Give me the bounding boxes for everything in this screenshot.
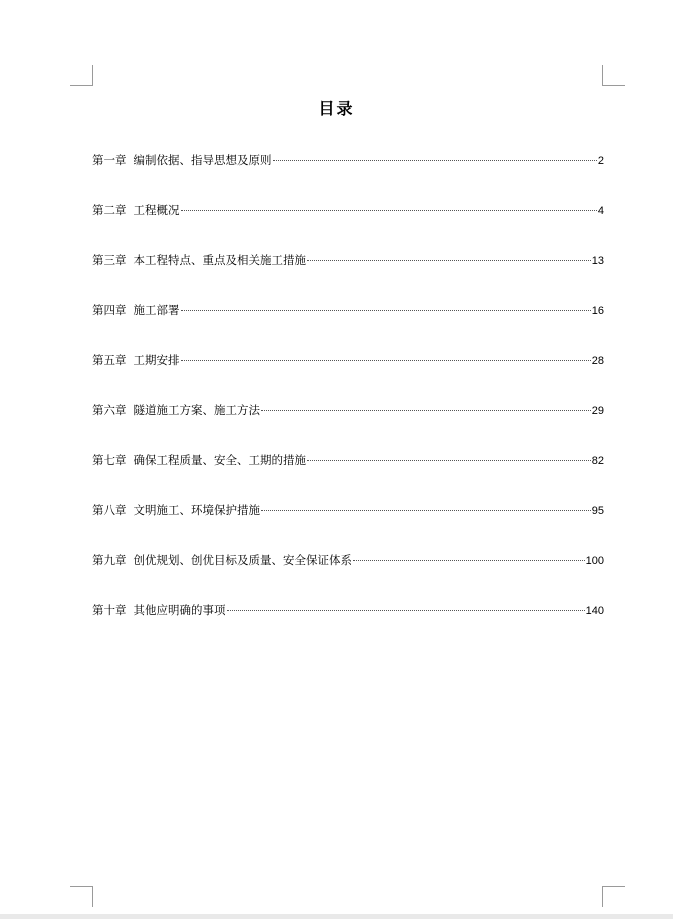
toc-page-number: 29 <box>591 405 604 417</box>
toc-chapter-number: 第五章 <box>92 353 127 367</box>
toc-dot-leader <box>353 560 585 561</box>
toc-dot-leader <box>307 460 591 461</box>
toc-dot-leader <box>273 160 597 161</box>
toc-page-number: 140 <box>585 605 604 617</box>
toc-chapter-number: 第四章 <box>92 303 127 317</box>
toc-entry-chapter-5[interactable] <box>92 350 604 400</box>
page-bottom-edge <box>0 914 673 919</box>
toc-dot-leader <box>181 360 591 361</box>
toc-dot-leader <box>227 610 585 611</box>
toc-page-number: 95 <box>591 505 604 517</box>
toc-page-number: 4 <box>597 205 604 217</box>
crop-mark-bottom-right <box>602 886 625 907</box>
toc-page-number: 16 <box>591 305 604 317</box>
toc-chapter-heading: 确保工程质量、安全、工期的措施 <box>133 453 306 467</box>
toc-chapter-heading: 编制依据、指导思想及原则 <box>133 153 272 167</box>
toc-page-number: 28 <box>591 355 604 367</box>
toc-chapter-heading: 施工部署 <box>133 303 180 317</box>
toc-list <box>92 150 604 650</box>
toc-chapter-heading: 创优规划、创优目标及质量、安全保证体系 <box>133 553 352 567</box>
toc-page-number: 2 <box>597 155 604 167</box>
toc-chapter-number: 第一章 <box>92 153 127 167</box>
crop-mark-top-left <box>70 65 93 86</box>
toc-chapter-heading: 其他应明确的事项 <box>133 603 226 617</box>
toc-chapter-heading: 文明施工、环境保护措施 <box>133 503 260 517</box>
toc-dot-leader <box>261 410 591 411</box>
toc-entry-chapter-3[interactable] <box>92 250 604 300</box>
toc-page-number: 13 <box>591 255 604 267</box>
toc-chapter-number: 第三章 <box>92 253 127 267</box>
toc-chapter-number: 第二章 <box>92 203 127 217</box>
toc-dot-leader <box>181 310 591 311</box>
toc-chapter-heading: 工程概况 <box>133 203 180 217</box>
toc-chapter-number: 第八章 <box>92 503 127 517</box>
toc-entry-chapter-8[interactable] <box>92 500 604 550</box>
toc-title: 目录 <box>318 99 355 118</box>
toc-chapter-number: 第十章 <box>92 603 127 617</box>
toc-dot-leader <box>307 260 591 261</box>
toc-page-number: 100 <box>585 555 604 567</box>
toc-entry-chapter-1[interactable] <box>92 150 604 200</box>
toc-chapter-number: 第七章 <box>92 453 127 467</box>
toc-entry-chapter-2[interactable] <box>92 200 604 250</box>
toc-chapter-number: 第九章 <box>92 553 127 567</box>
toc-chapter-heading: 工期安排 <box>133 353 180 367</box>
toc-chapter-heading: 隧道施工方案、施工方法 <box>133 403 260 417</box>
crop-mark-top-right <box>602 65 625 86</box>
toc-entry-chapter-4[interactable] <box>92 300 604 350</box>
toc-entry-chapter-7[interactable] <box>92 450 604 500</box>
toc-entry-chapter-10[interactable] <box>92 600 604 650</box>
toc-entry-chapter-9[interactable] <box>92 550 604 600</box>
toc-chapter-heading: 本工程特点、重点及相关施工措施 <box>133 253 306 267</box>
toc-entry-chapter-6[interactable] <box>92 400 604 450</box>
crop-mark-bottom-left <box>70 886 93 907</box>
toc-dot-leader <box>261 510 591 511</box>
toc-chapter-number: 第六章 <box>92 403 127 417</box>
toc-dot-leader <box>181 210 597 211</box>
toc-page-number: 82 <box>591 455 604 467</box>
